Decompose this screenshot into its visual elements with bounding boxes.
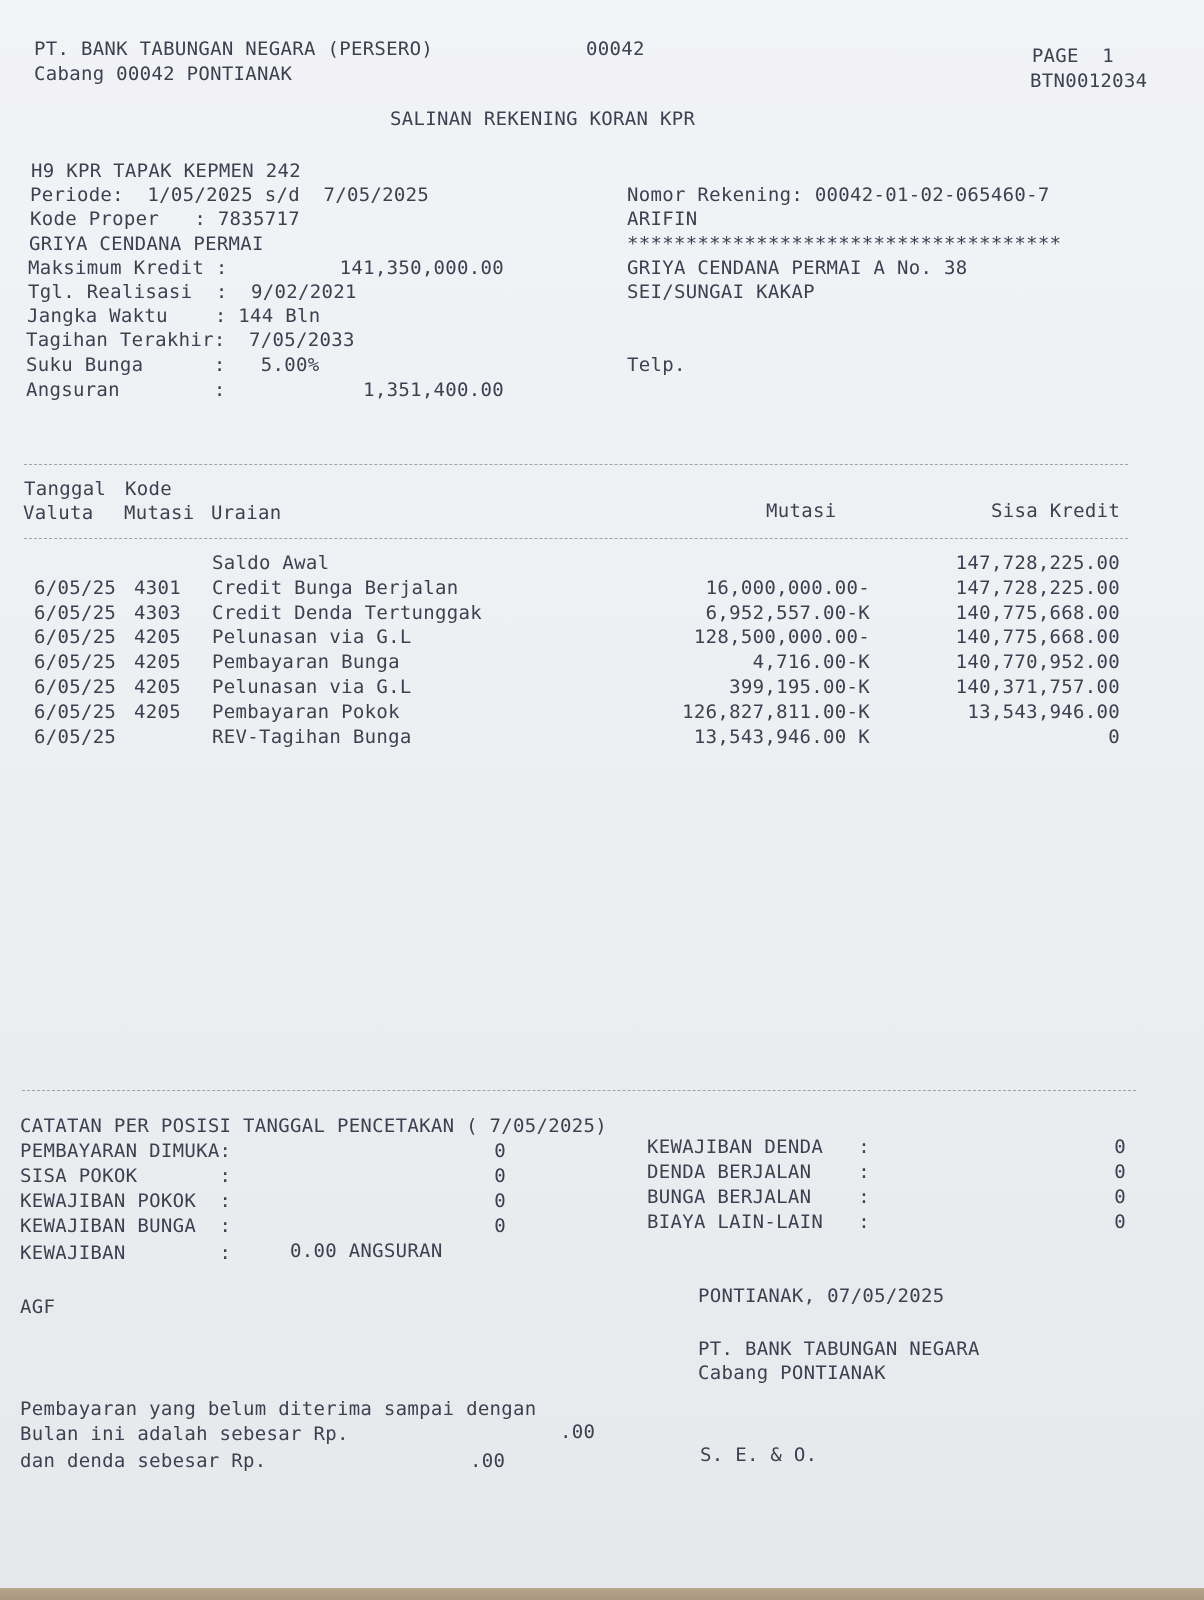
row-date: 6/05/25 (34, 626, 117, 648)
maks-kredit-value: 141,350,000.00 (339, 257, 504, 279)
tagihan-terakhir: Tagihan Terakhir: 7/05/2033 (26, 329, 355, 351)
row-amount: 6,952,557.00-K (705, 602, 870, 624)
catatan-title: CATATAN PER POSISI TANGGAL PENCETAKAN ( 7/05/2025) (20, 1115, 607, 1137)
row-amount: 13,543,946.00 K (693, 726, 870, 748)
note-value: 0 (1114, 1136, 1126, 1158)
jangka-waktu: Jangka Waktu : 144 Bln (27, 305, 321, 327)
row-description: Credit Denda Tertunggak (212, 602, 482, 624)
row-date: 6/05/25 (34, 676, 117, 698)
row-description: REV-Tagihan Bunga (212, 726, 412, 748)
row-code: 4303 (134, 602, 181, 624)
note-label: KEWAJIBAN POKOK : (20, 1190, 232, 1212)
header-uraian: Uraian (211, 502, 282, 524)
seo-mark: S. E. & O. (700, 1444, 818, 1466)
kewajiban-label: KEWAJIBAN : (20, 1242, 232, 1264)
row-date: 6/05/25 (34, 602, 117, 624)
payment-note-line-2: Bulan ini adalah sebesar Rp. (20, 1423, 349, 1445)
note-label: DENDA BERJALAN : (647, 1161, 871, 1183)
note-label: BUNGA BERJALAN : (647, 1186, 871, 1208)
header-kode: Kode (125, 478, 172, 500)
product-name: H9 KPR TAPAK KEPMEN 242 (31, 160, 301, 182)
row-description: Saldo Awal (212, 552, 330, 574)
address-line-1: GRIYA CENDANA PERMAI A No. 38 (627, 257, 968, 279)
row-description: Pembayaran Bunga (212, 651, 400, 673)
row-code: 4301 (134, 577, 181, 599)
payment-note-line-3-value: .00 (470, 1450, 506, 1472)
tgl-realisasi: Tgl. Realisasi : 9/02/2021 (28, 281, 357, 303)
row-description: Pelunasan via G.L (212, 626, 412, 648)
row-sisa-kredit: 140,770,952.00 (955, 651, 1120, 673)
kewajiban-value: 0.00 ANGSURAN (290, 1240, 443, 1262)
row-date: 6/05/25 (34, 701, 117, 723)
notes-rule (22, 1090, 1136, 1091)
place-date: PONTIANAK, 07/05/2025 (698, 1285, 945, 1307)
maks-kredit-label: Maksimum Kredit : (28, 257, 228, 279)
row-sisa-kredit: 0 (1108, 726, 1120, 748)
angsuran-value: 1,351,400.00 (363, 379, 504, 401)
branch-name: Cabang 00042 PONTIANAK (34, 63, 293, 85)
note-value: 0 (1114, 1161, 1126, 1183)
header-mutasi-code: Mutasi (124, 502, 195, 524)
report-id: BTN0012034 (1030, 70, 1148, 92)
angsuran-label: Angsuran : (26, 379, 226, 401)
payment-note-line-1: Pembayaran yang belum diterima sampai dengan (20, 1398, 537, 1420)
note-value: 0 (1114, 1186, 1126, 1208)
table-top-rule (24, 464, 1128, 465)
header-mutasi: Mutasi (766, 500, 837, 522)
suku-bunga: Suku Bunga : 5.00% (26, 354, 320, 376)
agf-code: AGF (20, 1296, 56, 1318)
note-value: 0 (494, 1140, 506, 1162)
row-sisa-kredit: 140,775,668.00 (955, 602, 1120, 624)
table-header-rule (24, 538, 1128, 539)
header-tanggal: Tanggal (24, 478, 107, 500)
note-label: KEWAJIBAN BUNGA : (20, 1215, 232, 1237)
row-code: 4205 (134, 701, 181, 723)
page-number: PAGE 1 (1031, 45, 1114, 67)
note-value: 0 (494, 1165, 506, 1187)
page-title: SALINAN REKENING KORAN KPR (390, 108, 696, 130)
periode: Periode: 1/05/2025 s/d 7/05/2025 (30, 184, 430, 206)
address-line-2: SEI/SUNGAI KAKAP (627, 281, 815, 303)
kode-proper: Kode Proper : 7835717 (30, 208, 300, 230)
row-sisa-kredit: 147,728,225.00 (955, 552, 1120, 574)
row-sisa-kredit: 140,775,668.00 (955, 626, 1120, 648)
note-label: PEMBAYARAN DIMUKA: (20, 1140, 232, 1162)
payment-note-line-3: dan denda sebesar Rp. (20, 1450, 267, 1472)
row-sisa-kredit: 147,728,225.00 (955, 577, 1120, 599)
header-sisa-kredit: Sisa Kredit (991, 500, 1121, 522)
paper-edge (0, 1588, 1204, 1600)
note-label: KEWAJIBAN DENDA : (647, 1136, 871, 1158)
row-description: Pelunasan via G.L (212, 676, 412, 698)
row-amount: 16,000,000.00- (705, 577, 870, 599)
row-amount: 399,195.00-K (729, 676, 870, 698)
project-name: GRIYA CENDANA PERMAI (29, 233, 264, 255)
telp: Telp. (627, 354, 686, 376)
row-sisa-kredit: 140,371,757.00 (955, 676, 1120, 698)
note-label: SISA POKOK : (20, 1165, 232, 1187)
row-date: 6/05/25 (34, 577, 117, 599)
row-date: 6/05/25 (34, 651, 117, 673)
row-amount: 4,716.00-K (752, 651, 870, 673)
row-sisa-kredit: 13,543,946.00 (967, 701, 1120, 723)
signatory-branch: Cabang PONTIANAK (698, 1362, 886, 1384)
header-valuta: Valuta (23, 502, 94, 524)
row-description: Pembayaran Pokok (212, 701, 400, 723)
note-value: 0 (1114, 1211, 1126, 1233)
nomor-rekening: Nomor Rekening: 00042-01-02-065460-7 (627, 184, 1050, 206)
separator-stars: ************************************* (627, 233, 1062, 255)
customer-name: ARIFIN (627, 208, 698, 230)
payment-note-line-2-value: .00 (560, 1421, 596, 1443)
branch-code: 00042 (586, 38, 645, 60)
bank-name: PT. BANK TABUNGAN NEGARA (PERSERO) (34, 38, 434, 60)
signatory-bank: PT. BANK TABUNGAN NEGARA (698, 1338, 980, 1360)
row-code: 4205 (134, 626, 181, 648)
row-code: 4205 (134, 676, 181, 698)
row-description: Credit Bunga Berjalan (212, 577, 459, 599)
note-value: 0 (494, 1215, 506, 1237)
row-code: 4205 (134, 651, 181, 673)
row-amount: 126,827,811.00-K (682, 701, 870, 723)
row-date: 6/05/25 (34, 726, 117, 748)
row-amount: 128,500,000.00- (693, 626, 870, 648)
note-label: BIAYA LAIN-LAIN : (647, 1211, 871, 1233)
note-value: 0 (494, 1190, 506, 1212)
